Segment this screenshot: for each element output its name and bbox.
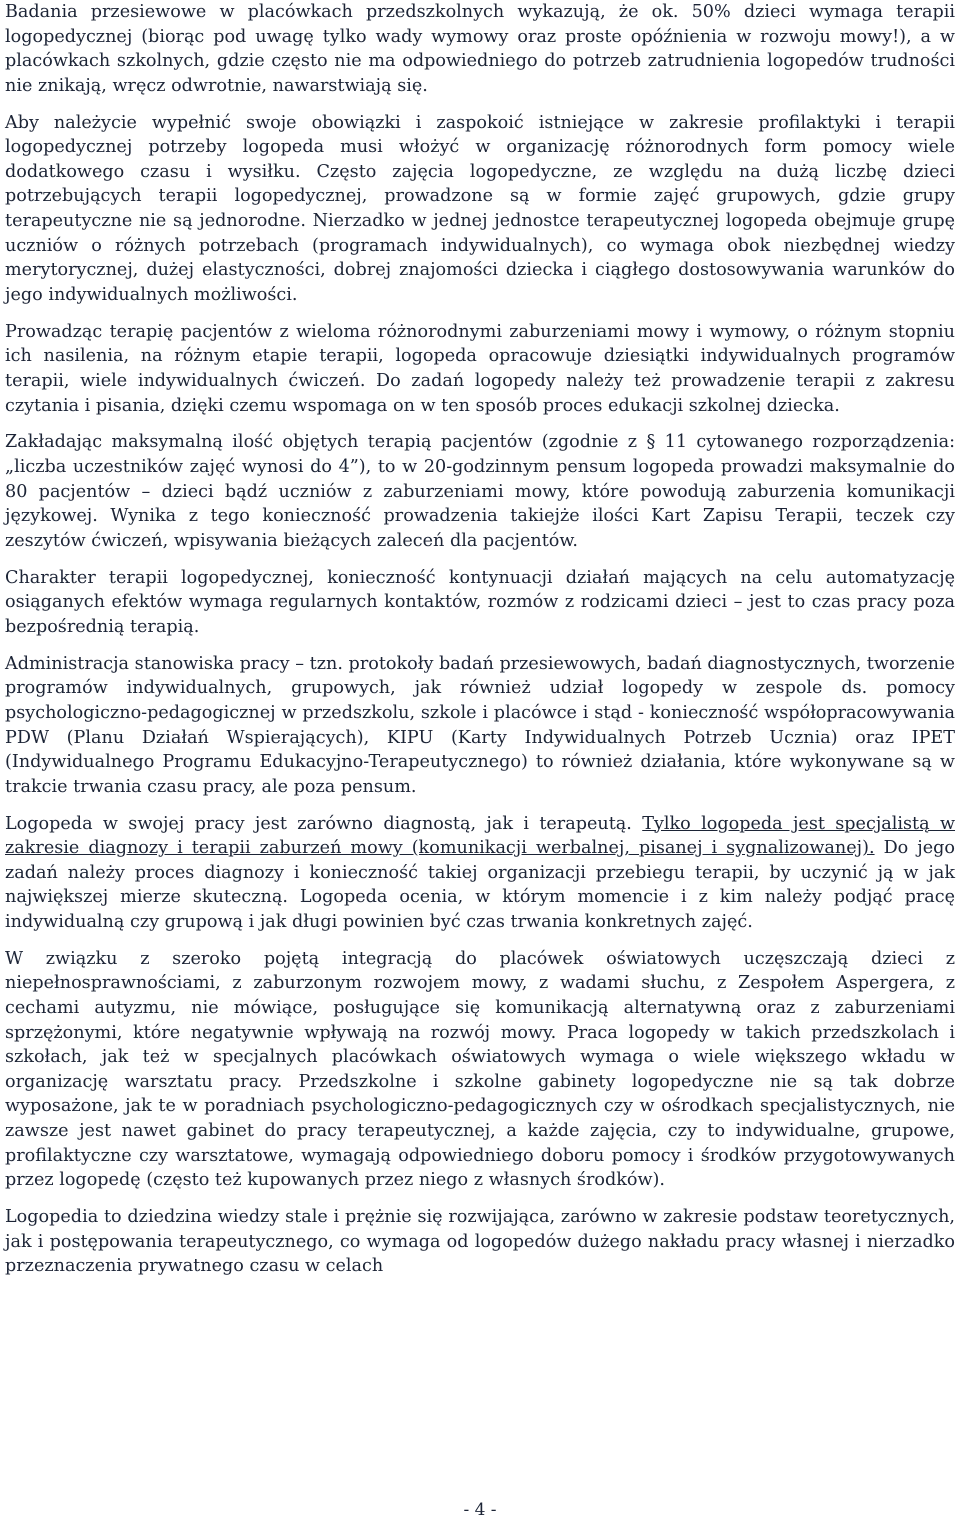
document-body <box>5 0 955 1291</box>
page-number: - 4 - <box>463 1500 497 1520</box>
paragraph-parent-contacts: Charakter terapii logopedycznej, konieczność kontynuacji działań mających na celu automatyzację osiąganych efektów wymaga regularnych kontaktów, rozmów z rodzicami dzieci – jest to czas pracy poza bezpośrednią terapią. <box>5 567 955 637</box>
underlined-specialist-statement: Tylko logopeda jest specjalistą w zakresie diagnozy i terapii zaburzeń mowy (komunikacji werbalnej, pisanej i sygnalizowanej). <box>5 813 956 859</box>
paragraph-patient-count: Zakładając maksymalną ilość objętych terapią pacjentów (zgodnie z § 11 cytowanego rozporządzenia: „liczba uczestników zajęć wynosi do 4”), to w 20-godzinnym pensum logopeda prowadzi maksymalnie do 80 pacjentów – dzieci bądź uczniów z zaburzeniami mowy, które powodują zaburzenia komunikacji językowej. Wynika z tego konieczność prowadzenia takiejże ilości Kart Zapisu Terapii, teczek czy zeszytów ćwiczeń, wpisywania bieżących zaleceń dla pacjentów. <box>5 432 955 551</box>
paragraph-diagnosis-lead: Logopeda w swojej pracy jest zarówno diagnostą, jak i terapeutą. <box>5 813 643 834</box>
paragraph-duties: Aby należycie wypełnić swoje obowiązki i zaspokoić istniejące w zakresie profilaktyki i terapii logopedycznej potrzeby logopeda musi włożyć w organizację różnorodnych form pomocy wiele dodatkowego czasu i wysiłku. Często zajęcia logopedyczne, ze względu na dużą liczbę dzieci potrzebujących terapii logopedycznej, prowadzone są w formie zajęć grupowych, gdzie grupy terapeutyczne nie są jednorodne. Nierzadko w jednej jednostce terapeutycznej logopeda obejmuje grupę uczniów o różnych potrzebach (programach indywidualnych), co wymaga obok niezbędnej wiedzy merytorycznej, dużej elastyczności, dobrej znajomości dziecka i ciągłego dostosowywania warunków do jego indywidualnych możliwości. <box>5 112 955 305</box>
paragraph-therapy-programs: Prowadząc terapię pacjentów z wieloma różnorodnymi zaburzeniami mowy i wymowy, o różnym stopniu ich nasilenia, na różnym etapie terapii, logopeda opracowuje dziesiątki indywidualnych programów terapii, wiele indywidualnych ćwiczeń. Do zadań logopedy należy też prowadzenie terapii z zakresu czytania i pisania, dzięki czemu wspomaga on w ten sposób proces edukacji szkolnej dziecka. <box>5 321 955 416</box>
paragraph-diagnosis-rest: Do jego zadań należy proces diagnozy i konieczność takiej organizacji przebiegu terapii, by uczynić ją w jak największej mierze skuteczną. Logopeda ocenia, w którym momencie i z kim należy podjąć pracę indywidualną czy grupową i jak długi powinien być czas trwania konkretnych zajęć. <box>5 838 955 932</box>
paragraph-logopedics-field: Logopedia to dziedzina wiedzy stale i prężnie się rozwijająca, zarówno w zakresie podstaw teoretycznych, jak i postępowania terapeutycznego, co wymaga od logopedów dużego nakładu pracy własnej i nierzadko przeznaczenia prywatnego czasu w celach <box>5 1207 955 1277</box>
paragraph-diagnosis <box>5 812 955 935</box>
paragraph-administration: Administracja stanowiska pracy – tzn. protokoły badań przesiewowych, badań diagnostycznych, tworzenie programów indywidualnych, grupowych, jak również udział logopedy w zespole ds. pomocy psychologiczno-pedagogicznej w przedszkolu, szkole i placówce i stąd - konieczność współopracowywania PDW (Planu Działań Wspierających), KIPU (Karty Indywidualnych Potrzeb Ucznia) oraz IPET (Indywidualnego Programu Edukacyjno-Terapeutycznego) to również działania, które wykonywane są w trakcie trwania czasu pracy, ale poza pensum. <box>5 653 955 797</box>
paragraph-screening: Badania przesiewowe w placówkach przedszkolnych wykazują, że ok. 50% dzieci wymaga terapii logopedycznej (biorąc pod uwagę tylko wady wymowy oraz proste opóźnienia w rozwoju mowy!), a w placówkach szkolnych, gdzie często nie ma odpowiedniego do potrzeb zatrudnienia logopedów trudności nie znikają, wręcz odwrotnie, nawarstwiają się. <box>5 2 955 96</box>
paragraph-integration: W związku z szeroko pojętą integracją do placówek oświatowych uczęszczają dzieci z niepełnosprawnościami, z zaburzonym rozwojem mowy, z wadami słuchu, z Zespołem Aspergera, z cechami autyzmu, nie mówiące, posługujące się komunikacją alternatywną oraz z zaburzeniami sprzężonymi, które negatywnie wpływają na rozwój mowy. Praca logopedy w takich przedszkolach i szkołach, jak też w specjalnych placówkach oświatowych wymaga o wiele większego wkładu w organizację warsztatu pracy. Przedszkolne i szkolne gabinety logopedyczne nie są tak dobrze wyposażone, jak te w poradniach psychologiczno-pedagogicznych czy w ośrodkach specjalistycznych, nie zawsze jest nawet gabinet do pracy terapeutycznej, a każde zajęcia, czy to indywidualne, grupowe, profilaktyczne czy warsztatowe, wymagają odpowiedniego doboru pomocy i środków przygotowywanych przez logopedę (często też kupowanych przez niego z własnych środków). <box>5 948 955 1191</box>
